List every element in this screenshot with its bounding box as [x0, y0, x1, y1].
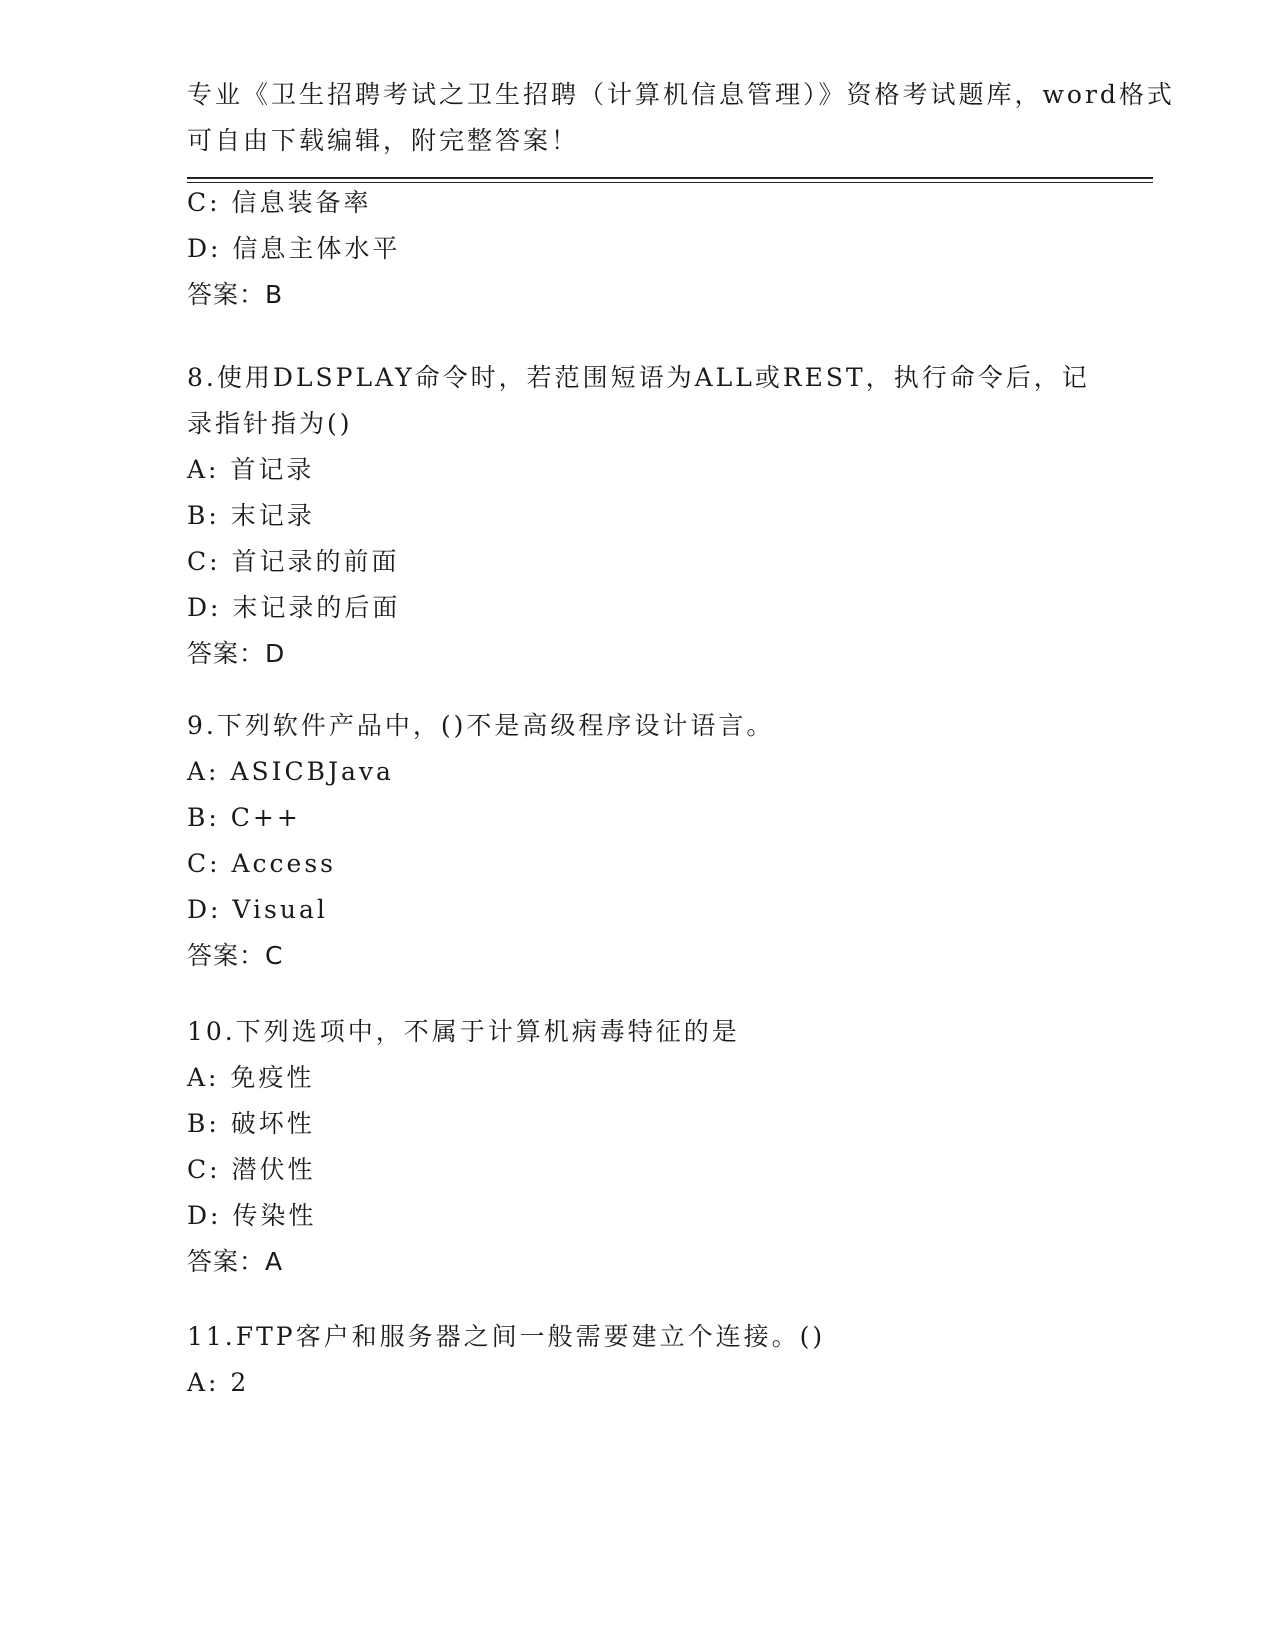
- answer: 答案：B: [187, 280, 284, 309]
- option-d: D: 传染性: [187, 1201, 317, 1230]
- question-stem: 10.下列选项中，不属于计算机病毒特征的是: [187, 1017, 740, 1046]
- header-line-1: 专业《卫生招聘考试之卫生招聘（计算机信息管理）》资格考试题库，word格式: [187, 80, 1175, 109]
- option-b: B: C++: [187, 803, 301, 832]
- option-a: A: 免疫性: [187, 1063, 315, 1092]
- question-stem: 8.使用DLSPLAY命令时，若范围短语为ALL或REST，执行命令后，记: [187, 363, 1090, 392]
- question-10: [187, 1009, 1087, 1285]
- document-header: [187, 72, 1175, 164]
- option-c: C: 信息装备率: [187, 188, 372, 217]
- option-d: D: 信息主体水平: [187, 234, 401, 263]
- option-a: A: 2: [187, 1368, 250, 1397]
- option-b: B: 破坏性: [187, 1109, 315, 1138]
- option-d: D: 末记录的后面: [187, 593, 401, 622]
- answer: 答案：A: [187, 1247, 284, 1276]
- question-7-tail: [187, 180, 1087, 318]
- question-stem-continued: 录指针指为(): [187, 409, 353, 438]
- option-c: C: 首记录的前面: [187, 547, 400, 576]
- answer: 答案：C: [187, 941, 284, 970]
- header-divider-thick: [187, 177, 1153, 179]
- answer: 答案：D: [187, 639, 286, 668]
- option-c: C: 潜伏性: [187, 1155, 316, 1184]
- question-stem: 11.FTP客户和服务器之间一般需要建立个连接。(): [187, 1322, 826, 1351]
- question-9: [187, 703, 1087, 979]
- question-8: [187, 355, 1090, 677]
- header-line-2: 可自由下载编辑，附完整答案！: [187, 126, 580, 155]
- option-b: B: 末记录: [187, 501, 315, 530]
- option-a: A: 首记录: [187, 455, 315, 484]
- option-a: A: ASICBJava: [187, 757, 394, 786]
- question-stem: 9.下列软件产品中，()不是高级程序设计语言。: [187, 711, 775, 740]
- option-d: D: Visual: [187, 895, 328, 924]
- option-c: C: Access: [187, 849, 337, 878]
- question-11: [187, 1314, 1087, 1406]
